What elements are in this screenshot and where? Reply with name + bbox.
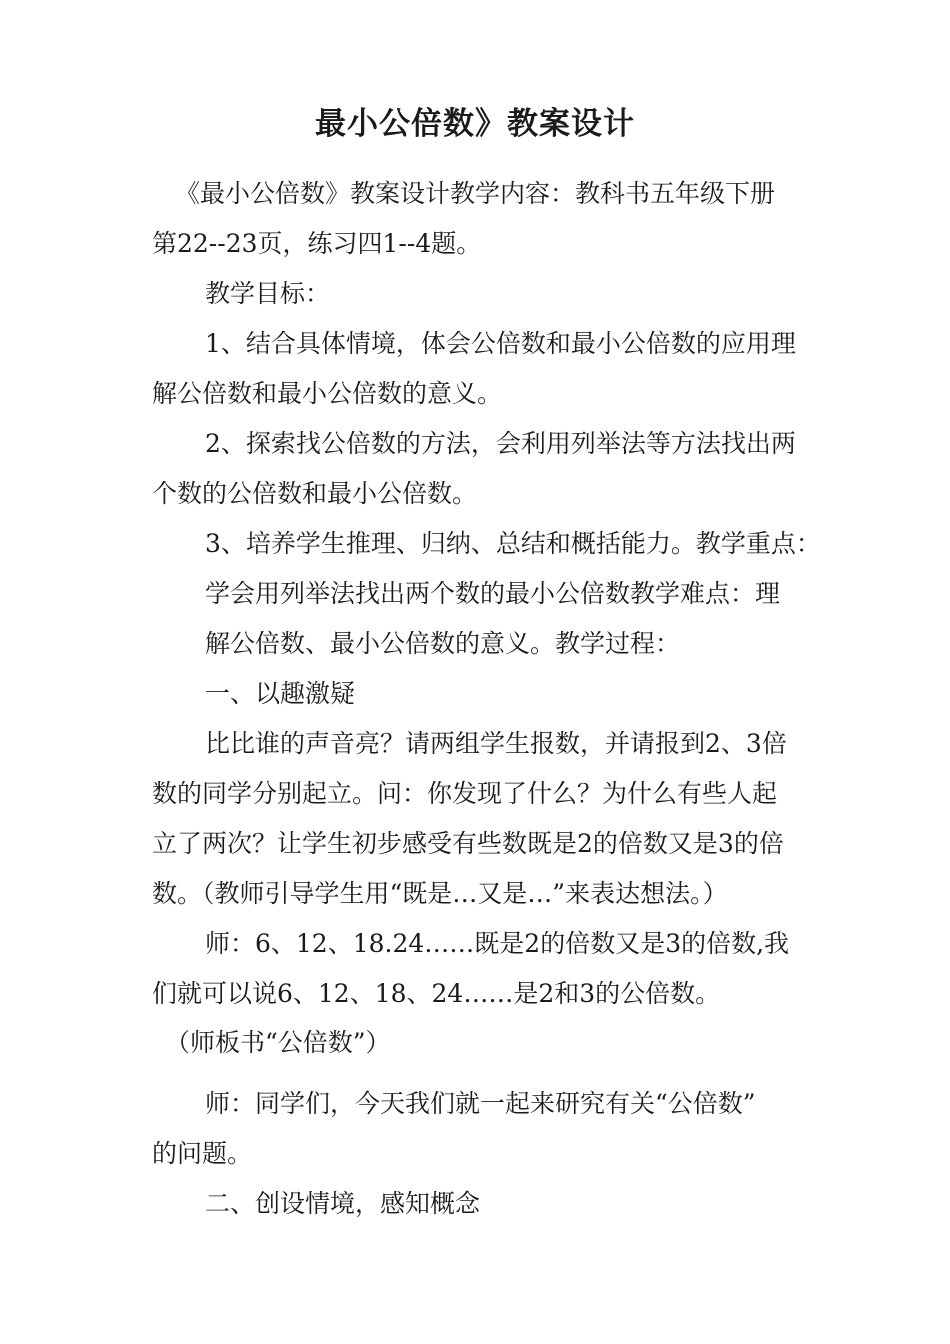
paragraph-line: 比比谁的声音亮？请两组学生报数，并请报到2、3倍 xyxy=(205,729,787,758)
document-title: 最小公倍数》教案设计 xyxy=(315,106,635,142)
paragraph-line: 3、培养学生推理、归纳、总结和概括能力。教学重点： xyxy=(205,529,821,558)
paragraph-line: 的问题。 xyxy=(152,1139,253,1168)
paragraph-line: （师板书“公倍数”） xyxy=(165,1028,391,1057)
paragraph-line: 《最小公倍数》教案设计教学内容：教科书五年级下册 xyxy=(175,179,776,208)
paragraph-line: 数。（教师引导学生用“既是…又是…”来表达想法。） xyxy=(152,879,728,908)
paragraph-line: 立了两次？让学生初步感受有些数既是2的倍数又是3的倍 xyxy=(152,829,784,858)
paragraph-line: 1、结合具体情境，体会公倍数和最小公倍数的应用理 xyxy=(205,329,796,358)
paragraph-line: 学会用列举法找出两个数的最小公倍数教学难点：理 xyxy=(205,579,781,608)
paragraph-line: 数的同学分别起立。问：你发现了什么？为什么有些人起 xyxy=(152,779,778,808)
paragraph-line: 教学目标： xyxy=(205,279,331,308)
paragraph-line: 师：6、12、18.24……既是2的倍数又是3的倍数,我 xyxy=(205,929,790,958)
paragraph-line: 解公倍数和最小公倍数的意义。 xyxy=(152,379,503,408)
section-heading: 一、以趣激疑 xyxy=(205,679,356,708)
paragraph-line: 解公倍数、最小公倍数的意义。教学过程： xyxy=(205,629,681,658)
paragraph-line: 个数的公倍数和最小公倍数。 xyxy=(152,479,478,508)
section-heading: 二、创设情境，感知概念 xyxy=(205,1189,481,1218)
paragraph-line: 第22--23页，练习四1--4题。 xyxy=(152,229,482,258)
paragraph-line: 们就可以说6、12、18、24……是2和3的公倍数。 xyxy=(152,979,721,1008)
paragraph-line: 2、探索找公倍数的方法，会利用列举法等方法找出两 xyxy=(205,429,796,458)
paragraph-line: 师：同学们，今天我们就一起来研究有关“公倍数” xyxy=(205,1089,756,1118)
